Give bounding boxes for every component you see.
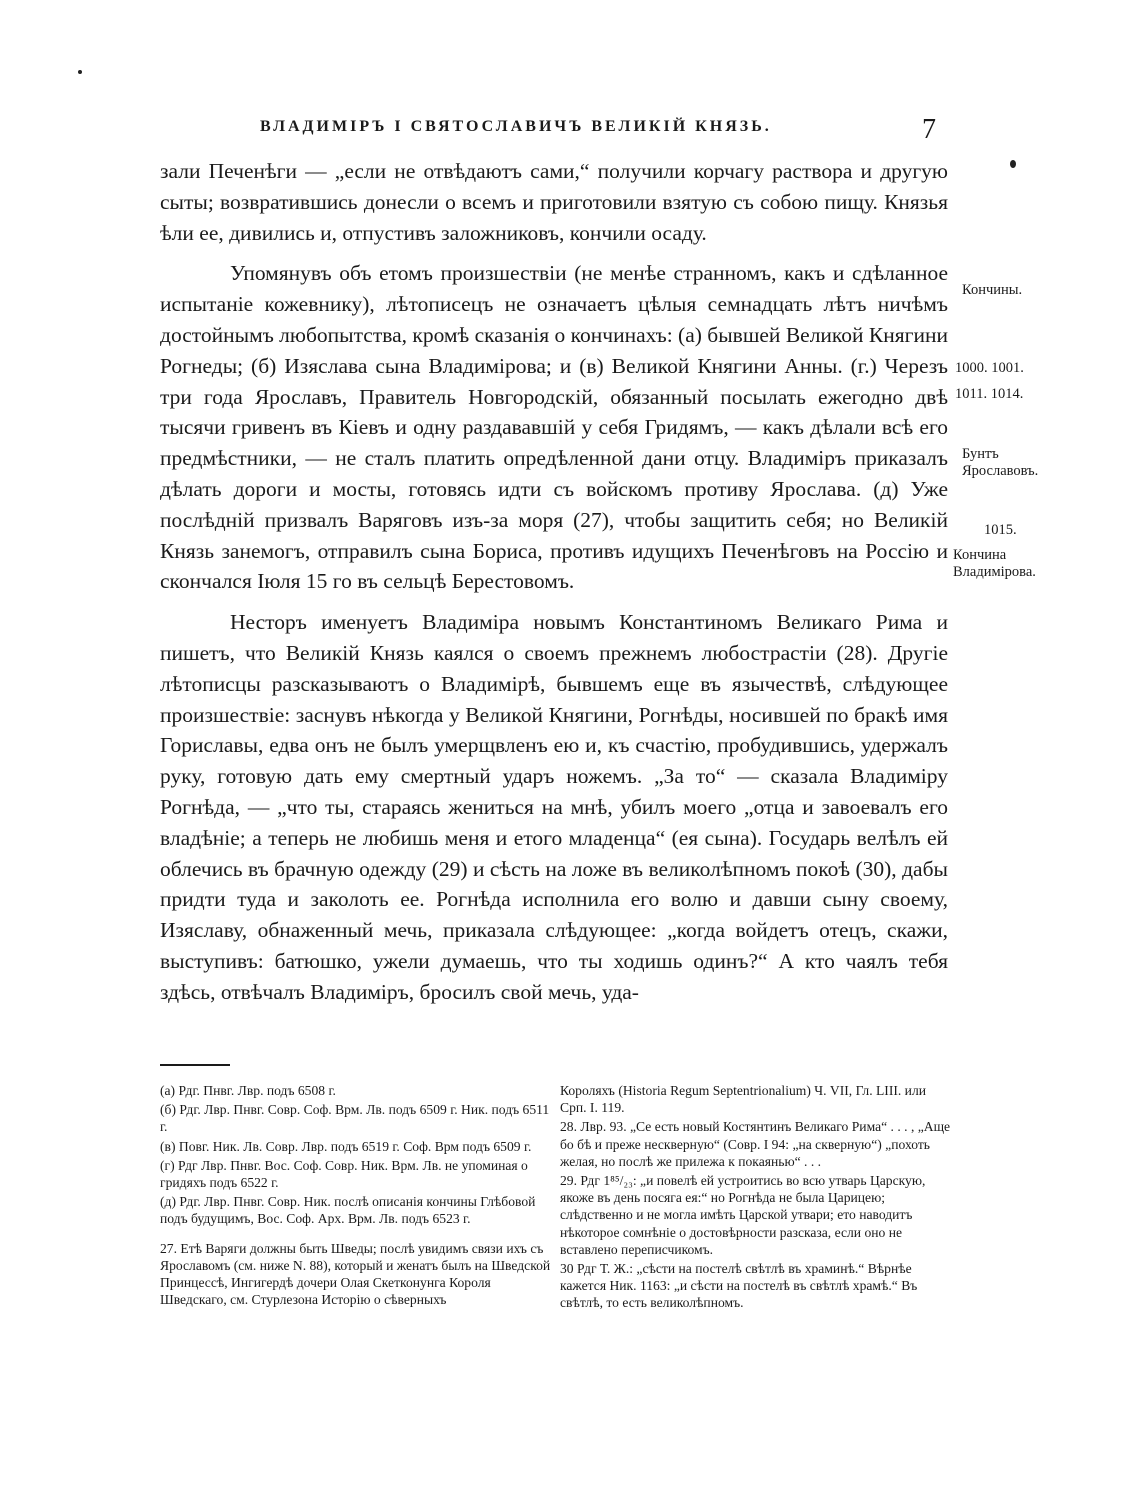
footnote: (б) Рдг. Лвр. Пнвг. Совр. Соф. Врм. Лв. подъ 6509 г. Ник. подъ 6511 г. xyxy=(160,1102,550,1135)
margin-note-revolt: Бунтъ Ярославовъ. xyxy=(962,446,1039,479)
footnote: (в) Повг. Ник. Лв. Совр. Лвр. подъ 6519 г. Соф. Врм подъ 6509 г. xyxy=(160,1138,532,1154)
margin-note-years: 1000. 1001. xyxy=(955,360,1024,376)
footnotes-right-column xyxy=(560,1082,955,1314)
margin-note-years: 1011. 1014. xyxy=(955,386,1024,402)
footnote: 27. Етѣ Варяги должны быть Шведы; послѣ увидимъ связи ихъ съ Ярославомъ (см. ниже N. 88), который и женатъ былъ на Шведской Принцессѣ, Ингигердѣ дочери Олая Скетконунга Короля Шведскаго, см. Стурлезона Исторію о сѣверныхъ xyxy=(160,1240,551,1308)
main-text xyxy=(160,156,948,1018)
margin-note-death-vladimir: Кончина Владимірова. xyxy=(953,547,1036,580)
running-title: ВЛАДИМІРЪ І СВЯТОСЛАВИЧЪ ВЕЛИКІЙ КНЯЗЬ. xyxy=(260,118,772,135)
footnote: (а) Рдг. Пнвг. Лвр. подъ 6508 г. xyxy=(160,1083,336,1098)
paragraph: зали Печенѣги — „если не отвѣдаютъ сами,“ получили корчагу раствора и другую сыты; возвратившись донесли о всемъ и приготовили взятую съ собою пищу. Князья ѣли ее, дивились и, отпустивъ заложниковъ, кончили осаду. xyxy=(160,159,948,245)
page-number: 7 xyxy=(922,114,936,145)
page-header xyxy=(160,116,950,146)
footnote: 30 Рдг Т. Ж.: „сѣсти на постелѣ свѣтлѣ въ храминѣ.“ Вѣрнѣе кажется Ник. 1163: „и сѣсти на постелѣ въ свѣтлѣ храмѣ.“ Въ свѣтлѣ, то есть великолѣпномъ. xyxy=(560,1261,918,1311)
ink-speck xyxy=(1010,160,1016,168)
footnote: 28. Лвр. 93. „Се есть новый Костянтинъ Великаго Рима“ . . . , „Аще бо бѣ и преже нескверную“ (Совр. I 94: „на скверную“) „похоть желая, но послѣ же прилежа к покаянью“ . . . xyxy=(560,1119,951,1169)
footnote: 29. Рдг 1⁸⁵/₂₃: „и повелѣ ей устроитись во всю утварь Царскую, якоже въ день посяга ея:“ но Рогнѣда не была Царицею; слѣдственно и не могла имѣть Царской утвари; ето наводитъ нѣкоторое сомнѣніе о достовѣрности разсказа, если оно не вставлено переписчикомъ. xyxy=(560,1173,926,1257)
footnote: Короляхъ (Historia Regum Septentrionalium) Ч. VII, Гл. LIII. или Срп. I. 119. xyxy=(560,1083,927,1116)
paragraph: Несторъ именуетъ Владиміра новымъ Константиномъ Великаго Рима и пишетъ, что Великій Князь каялся о своемъ прежнемъ любострастіи (28). Другіе лѣтописцы разсказываютъ о Владимірѣ, бывшемъ еще въ язычествѣ, слѣдующее произшествіе: заснувъ нѣкогда у Великой Княгини, Рогнѣды, носившей по бракѣ имя Гориславы, едва онъ не былъ умерщвленъ ею и, къ счастію, пробудившись, удержалъ руку, готовую дать ему смертный ударъ ножемъ. „За то“ — сказала Владиміру Рогнѣда, — „что ты, стараясь жениться на мнѣ, убилъ моего „отца и завоевалъ его владѣніе; а теперь не любишь меня и етого младенца“ (ея сына). Государь велѣлъ ей облечись въ брачную одежду (29) и сѣсть на ложе въ великолѣпномъ покоѣ (30), дабы придти туда и заколоть ее. Рогнѣда исполнила его волю и давши сыну своему, Изяславу, обнаженный мечь, приказала слѣдующее: „когда войдетъ отецъ, скажи, выступивъ: батюшко, ужели думаешь, что ты ходишь одинъ?“ А кто чаялъ тебя здѣсь, отвѣчалъ Владиміръ, бросилъ свой мечь, уда- xyxy=(160,610,948,1004)
margin-note-year: 1015. xyxy=(984,522,1017,538)
ink-speck xyxy=(78,70,82,74)
footnotes-left-column xyxy=(160,1082,555,1310)
footnote-rule xyxy=(160,1064,230,1066)
footnote: (г) Рдг Лвр. Пнвг. Вос. Соф. Совр. Ник. Врм. Лв. не упоминая о гридяхъ подъ 6522 г. xyxy=(160,1157,528,1191)
paragraph: Упомянувъ объ етомъ произшествіи (не менѣе странномъ, какъ и сдѣланное испытаніе кожевнику), лѣтописецъ не означаетъ цѣлыя семнадцать лѣтъ ничѣмъ достойнымъ любопытства, кромѣ сказанія о кончинахъ: (а) бывшей Великой Княгини Рогнеды; (б) Изяслава сына Владимірова; и (в) Великой Княгини Анны. (г.) Черезъ три года Ярославъ, Правитель Новгородскій, обязанный посылать ежегодно двѣ тысячи гривенъ въ Кіевъ и одну раздававшій у себя Гридямъ, — какъ дѣлали всѣ его предмѣстники, — не сталъ платить опредѣленной дани отцу. Владиміръ приказалъ дѣлать дороги и мосты, готовясь идти съ войскомъ противу Ярослава. (д) Уже послѣдній призвалъ Варяговъ изъ-за моря (27), чтобы защитить себя; но Великій Князь занемогъ, отправилъ сына Бориса, противъ идущихъ Печенѣговъ на Россію и скончался Іюля 15 го въ сельцѣ Берестовомъ. xyxy=(160,261,948,594)
margin-note-deaths: Кончины. xyxy=(962,282,1023,298)
footnote: (д) Рдг. Лвр. Пнвг. Совр. Ник. послѣ описанія кончины Глѣбовой подъ будущимъ, Вос. Соф. Арх. Врм. Лв. подъ 6523 г. xyxy=(160,1194,536,1227)
